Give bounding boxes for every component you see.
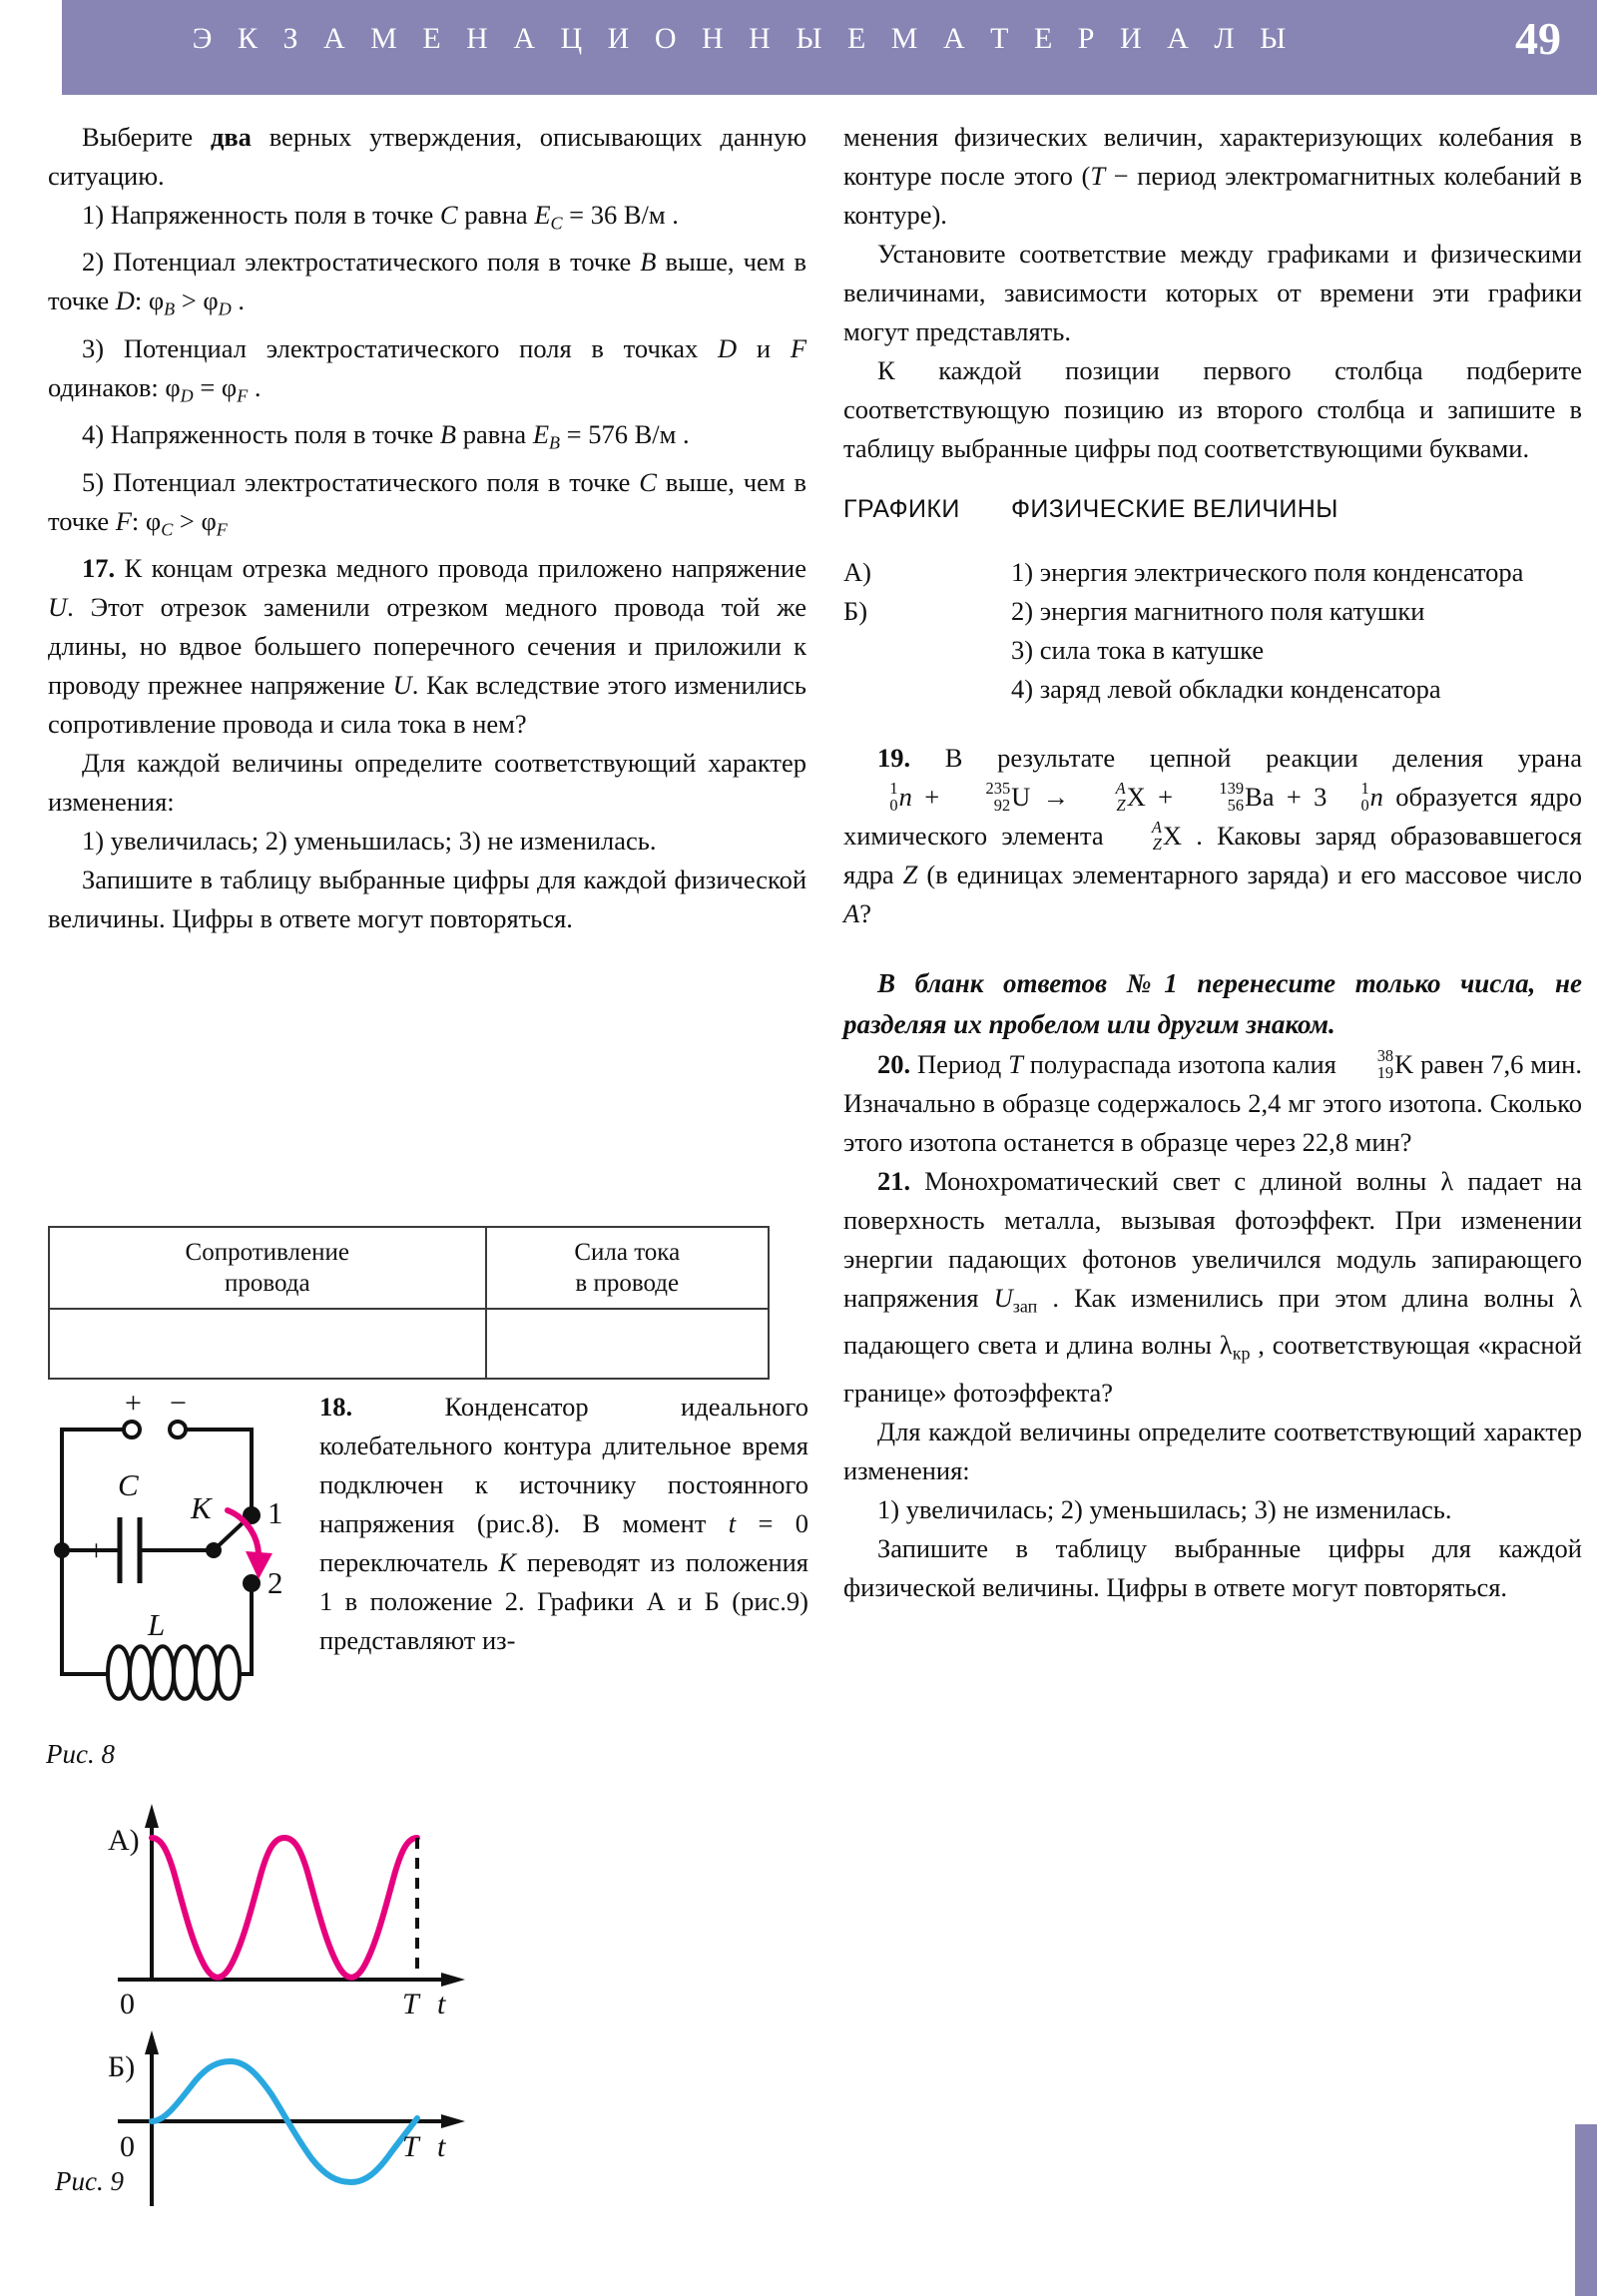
formula-phi-b-d: $\varphi_B > \varphi_D$ . xyxy=(148,286,245,319)
formula-phi-d-f: $\varphi_D = \varphi_F$ . xyxy=(165,371,262,406)
table-header-resistance xyxy=(49,1227,486,1309)
task-17-para-4: Запишите в таблицу выбранные цифры для каждой физической величины. Цифры в ответе могут повторяться. xyxy=(48,863,806,933)
task-17: 17. К концам отрезка медного провода приложено напряжение U. Этот отрезок заменили отрезком медного провода той же длины, но вдвое большего поперечного сечения и приложили к проводу прежнее напряжение U. Как вследствие этого изменились сопротивление провода и сила тока в нем? xyxy=(48,552,806,739)
figure-9-graphs xyxy=(100,1792,529,2221)
capacitor-label: C xyxy=(118,1467,139,1502)
option-1: 1) Напряженность поля в точке C равна $E_C = 36$ В/м . xyxy=(82,200,679,234)
matching-right-column xyxy=(1011,553,1582,709)
matching-item-b[interactable]: Б) xyxy=(843,596,868,626)
graph-a-tick-T: T xyxy=(402,1988,419,2020)
nuclear-equation: 1 0 n + 235 92 U → A Z X + 139 56 Ba + 3 1 0 n xyxy=(889,779,1383,815)
task-19: 19. В результате цепной реакции деления урана 1 0 n + 235 92 U → A Z X + 139 56 Ba + 3 1 0 n образуется ядро химического элемента A Z X . Каковы заряд образовавшегося ядра Z (в единицах элементарного заряда) и его массовое число A? xyxy=(843,743,1582,928)
task-21-para-3: 1) увеличилась; 2) уменьшилась; 3) не изменилась. xyxy=(877,1493,1452,1524)
table-cell-resistance-answer[interactable] xyxy=(49,1309,486,1379)
table-header-current xyxy=(486,1227,770,1309)
table-cell-current-answer[interactable] xyxy=(486,1309,770,1379)
quantity-option-2[interactable]: 2) энергия магнитного поля катушки xyxy=(1011,596,1425,626)
right-para-2: Установите соответствие между графиками и физическими величинами, зависимости которых от времени эти графики могут представлять. xyxy=(843,239,1582,346)
graph-b-label: Б) xyxy=(108,2050,136,2083)
switch-position-2-label: 2 xyxy=(267,1565,283,1600)
figure-8-caption: Рис. 8 xyxy=(46,1739,115,1769)
right-para-3: К каждой позиции первого столбца подберите соответствующую позицию из второго столбца и запишите в таблицу выбранные цифры под соответствующими буквами. xyxy=(843,355,1582,463)
matching-header-graphs: ГРАФИКИ xyxy=(843,495,960,523)
table-header-resistance-line2: провода xyxy=(224,1270,310,1297)
header-band xyxy=(0,0,1597,95)
intro-text-b: верных утверждения, описывающих данную ситуацию. xyxy=(48,122,806,191)
task-20: 20. Период T полураспада изотопа калия 38 19 K равен 7,6 мин. Изначально в образце содержалось 2,4 мг этого изотопа. Сколько этого изотопа останется в образце через 22,8 мин? xyxy=(843,1046,1582,1157)
task-19-number: 19. xyxy=(877,743,911,773)
point-c-label: C xyxy=(439,200,458,230)
option-2: 2) Потенциал электростатического поля в точке B выше, чем в точке D: $\varphi_B > \varphi_D$ . xyxy=(48,247,806,319)
formula-eb: $E_B = 576$ В/м . xyxy=(532,419,690,453)
task-21-number: 21. xyxy=(877,1166,911,1196)
side-accent-stripe xyxy=(1575,2124,1597,2296)
matching-item-a[interactable]: А) xyxy=(843,557,871,587)
isotope-potassium: 38 19 K xyxy=(1376,1046,1414,1082)
task-21-para-4: Запишите в таблицу выбранные цифры для каждой физической величины. Цифры в ответе могут повторяться. xyxy=(843,1532,1582,1602)
graph-a xyxy=(108,1804,465,2020)
formula-phi-c-f: $\varphi_C > \varphi_F$ xyxy=(145,505,228,539)
option-3: 3) Потенциал электростатического поля в точках D и F одинаков: $\varphi_D = \varphi_F$ . xyxy=(48,332,807,406)
capacitor-plus-label: + xyxy=(88,1534,105,1567)
task-21-para-2: Для каждой величины определите соответствующий характер изменения: xyxy=(843,1416,1582,1485)
continued-paragraph: менения физических величин, характеризующих колебания в контуре после этого (T − период электромагнитных колебаний в контуре). xyxy=(843,122,1582,230)
graph-b-origin-label: 0 xyxy=(120,2130,135,2163)
symbol-lambda-kr: $\lambda_{кр}$ xyxy=(1219,1330,1251,1364)
switch-position-1-label: 1 xyxy=(267,1495,283,1530)
source-plus-label: + xyxy=(125,1388,142,1420)
matching-headers xyxy=(843,490,1582,529)
matching-left-column xyxy=(843,553,1011,709)
capacitor-minus-label: − xyxy=(150,1534,167,1567)
source-minus-label: − xyxy=(170,1388,187,1420)
quantity-option-3[interactable]: 3) сила тока в катушке xyxy=(1011,635,1265,665)
left-column xyxy=(48,118,806,938)
task-20-number: 20. xyxy=(877,1049,911,1079)
task-17-number: 17. xyxy=(82,552,116,583)
graph-b-axis-t: t xyxy=(437,2130,446,2163)
formula-ec: $E_C = 36$ В/м . xyxy=(534,200,679,234)
intro-text-a: Выберите xyxy=(82,122,211,152)
switch-label: K xyxy=(191,1490,212,1525)
task-17-para-2: Для каждой величины определите соответствующий характер изменения: xyxy=(48,747,806,817)
intro-paragraph xyxy=(48,118,806,196)
inductor-label: L xyxy=(148,1607,166,1642)
option-4: 4) Напряженность поля в точке B равна $E_B = 576$ В/м . xyxy=(82,419,690,453)
task-21: 21. Монохроматический свет с длиной волны λ падает на поверхность металла, вызывая фотоэффект. При изменении энергии падающих фотонов увеличился модуль запирающего напряжения $U_{зап}$ . Как изменились при этом длина волны λ падающего света и длина волны $\lambda_{кр}$ , соответствующая «красной границе» фотоэффекта? xyxy=(843,1166,1582,1408)
graph-a-axis-t: t xyxy=(437,1988,446,2020)
figure-9-caption: Рис. 9 xyxy=(55,2166,124,2196)
answer-sheet-notice: В бланк ответов №1 перенесите только числа, не разделяя их пробелом или другим знаком. xyxy=(843,968,1582,1039)
page-number: 49 xyxy=(1515,13,1561,64)
task-18-paragraph: 18. Конденсатор идеального колебательного контура длительное время подключен к источнику постоянного напряжения (рис.8). В момент t = 0 переключатель K переводят из положения 1 в положение 2. Графики А и Б (рис.9) представляют из- xyxy=(319,1392,808,1655)
matching-header-quantities: ФИЗИЧЕСКИЕ ВЕЛИЧИНЫ xyxy=(1011,495,1338,523)
answer-table xyxy=(48,1226,770,1380)
table-header-row xyxy=(49,1227,769,1309)
symbol-u-zap: $U_{зап}$ xyxy=(993,1283,1038,1317)
table-header-current-line2: в проводе xyxy=(575,1270,680,1297)
task-18-number: 18. xyxy=(319,1392,353,1422)
table-header-resistance-line1: Сопротивление xyxy=(185,1239,349,1266)
page-title: Э К З А М Е Н А Ц И О Н Н Ы Е М А Т Е Р И А Л Ы xyxy=(192,22,1296,55)
nucleus-x-symbol: A Z X xyxy=(1151,818,1183,854)
matching-body xyxy=(843,553,1582,709)
quantity-option-4[interactable]: 4) заряд левой обкладки конденсатора xyxy=(1011,674,1441,704)
quantity-option-1[interactable]: 1) энергия электрического поля конденсатора xyxy=(1011,557,1524,587)
option-5: 5) Потенциал электростатического поля в точке C выше, чем в точке F: $\varphi_C > \varphi_F$ xyxy=(48,466,806,539)
task-17-para-3: 1) увеличилась; 2) уменьшилась; 3) не изменилась. xyxy=(82,825,657,856)
figure-8-circuit xyxy=(40,1388,329,1797)
graph-a-label: А) xyxy=(108,1824,140,1857)
graph-b-tick-T: T xyxy=(402,2130,419,2163)
intro-bold-dva: два xyxy=(210,122,252,152)
table-header-current-line1: Сила тока xyxy=(574,1239,681,1266)
table-answer-row xyxy=(49,1309,769,1379)
graph-b xyxy=(108,2030,465,2206)
graph-a-origin-label: 0 xyxy=(120,1988,135,2020)
right-column xyxy=(843,118,1582,1607)
